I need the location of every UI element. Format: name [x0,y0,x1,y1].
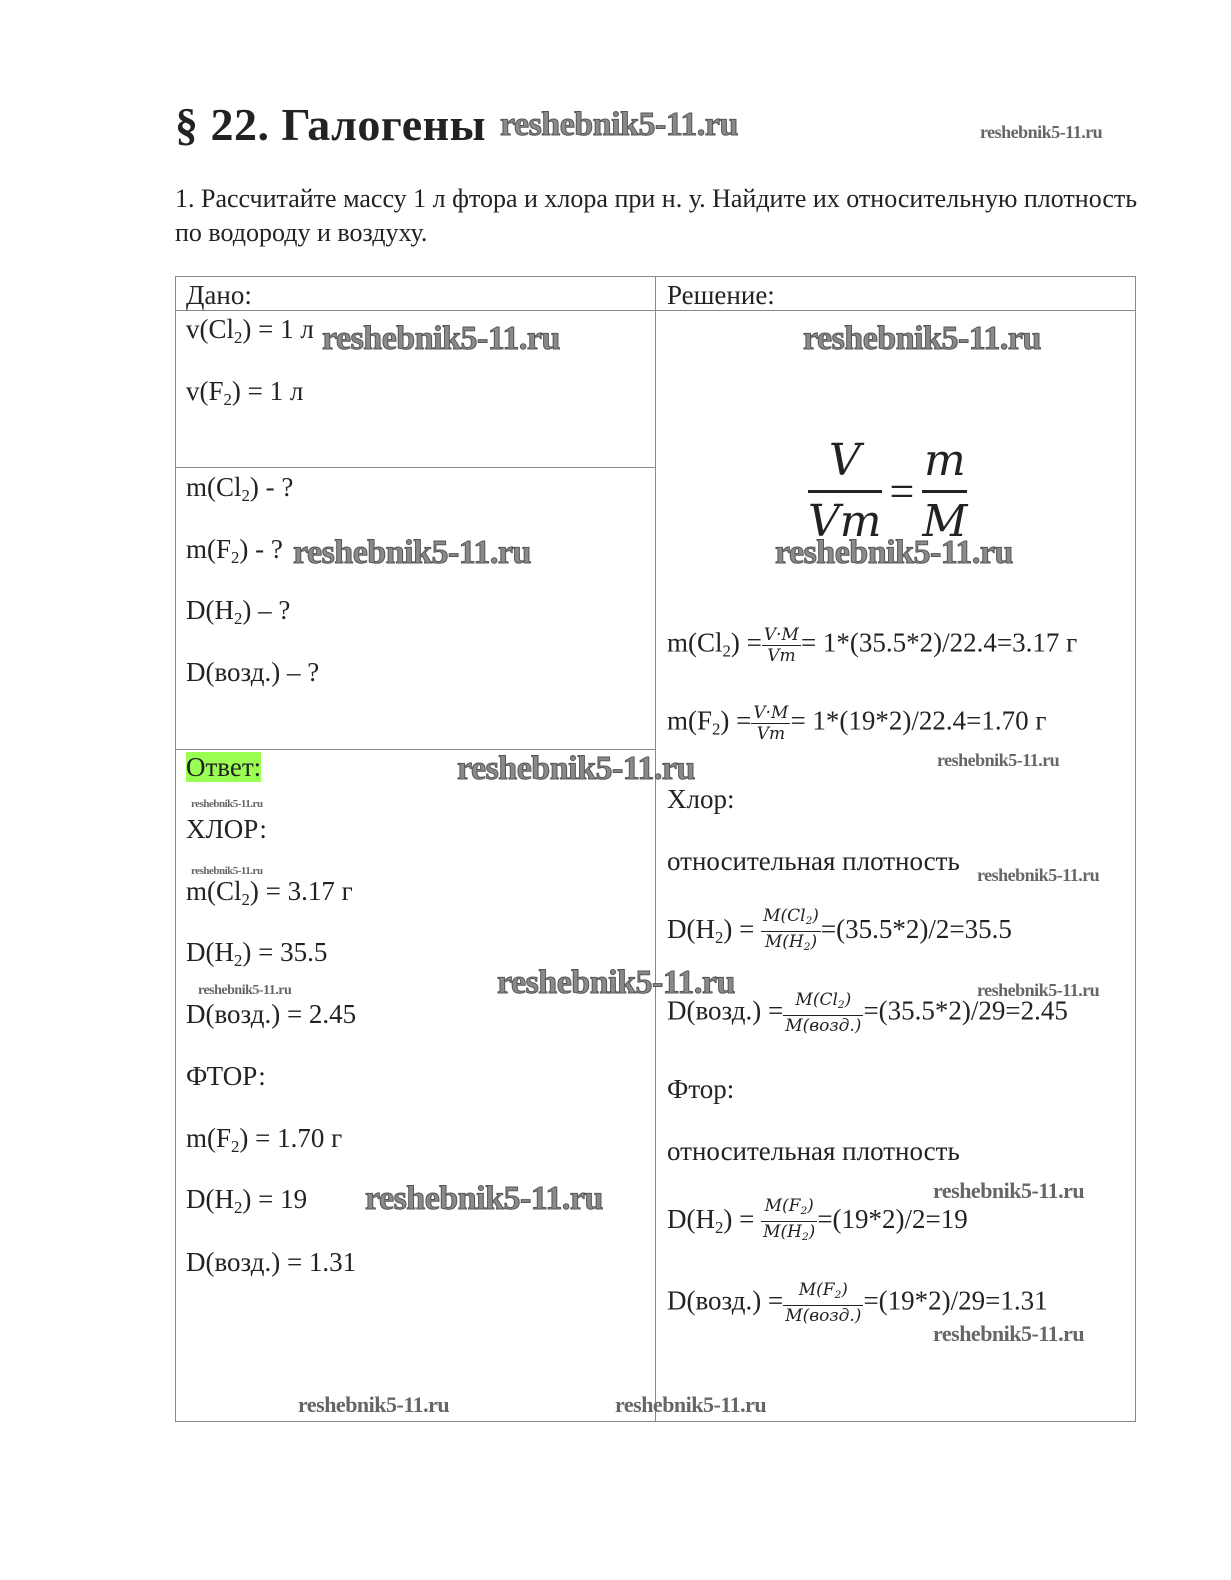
watermark: reshebnik5-11.ru [775,534,1013,571]
find-m-cl2: $m(Cl_2)$ - ? [186,472,294,506]
given-v-cl2: $v(Cl_2) = 1$ л [186,314,314,348]
watermark: reshebnik5-11.ru [457,750,695,787]
watermark: reshebnik5-11.ru [298,1392,450,1417]
calc-d-h2-cl: $D(H_2)$ = $\frac{M(Cl_2)}{M(H_2)}$ =(35.5*2)/2=35.5 [667,906,1012,954]
watermark: reshebnik5-11.ru [803,320,1041,357]
watermark: reshebnik5-11.ru [980,122,1103,142]
find-m-f2: $m(F_2)$ - ? [186,534,283,568]
watermark: reshebnik5-11.ru [198,983,292,998]
answer-chlorine: ХЛОР: [186,814,267,844]
watermark: reshebnik5-11.ru [191,798,263,810]
answer-m-f2: $m(F_2) = 1.70$ г [186,1123,343,1157]
watermark: reshebnik5-11.ru [937,750,1060,770]
watermark: reshebnik5-11.ru [293,534,531,571]
watermark: reshebnik5-11.ru [191,865,263,877]
answer-d-h2-f: $D(H_2) = 19$ [186,1184,308,1218]
answer-d-h2-cl: $D(H_2) = 35.5$ [186,937,328,971]
solution-fluorine: Фтор: [667,1074,735,1104]
given-v-f2: $v(F_2) = 1$ л [186,376,304,410]
answer-d-air-f: D(возд.) = 1.31 [186,1247,357,1277]
task-text: 1. Рассчитайте массу 1 л фтора и хлора при н. у. Найдите их относительную плотность по водороду и воздуху. [175,184,1138,247]
answer-m-cl2: $m(Cl_2) = 3.17$ г [186,876,353,910]
calc-d-air-cl: D(возд.) = $\frac{M(Cl_2)}{\text{M(возд.)}}$ =(35.5*2)/29=2.45 [667,990,1068,1037]
relative-density-label: относительная плотность [667,846,960,876]
watermark: reshebnik5-11.ru [615,1392,767,1417]
answer-fluorine: ФТОР: [186,1061,266,1091]
given-heading: Дано: [186,280,252,310]
calc-m-f2: $m(F_2)$ = $\frac{V\cdot M}{Vm}$ = 1*(19*2)/22.4=1.70 г [667,703,1047,744]
solution-heading: Решение: [667,280,775,310]
relative-density-label: относительная плотность [667,1136,960,1166]
solution-chlorine: Хлор: [667,784,735,814]
find-d-air: D(возд.) – ? [186,657,320,687]
page-title: § 22. Галогены [175,99,487,150]
watermark: reshebnik5-11.ru [977,865,1100,885]
watermark: reshebnik5-11.ru [977,980,1100,1000]
watermark: reshebnik5-11.ru [497,964,735,1001]
watermark: reshebnik5-11.ru [365,1180,603,1217]
watermark: reshebnik5-11.ru [933,1178,1085,1203]
main-formula: $\frac{V}{Vm}$ = $\frac{m}{M}$ [808,432,967,551]
answer-d-air-cl: D(возд.) = 2.45 [186,999,357,1029]
calc-d-h2-f: $D(H_2)$ = $\frac{M(F_2)}{M(H_2)}$ =(19*2)/2=19 [667,1196,968,1244]
calc-d-air-f: D(возд.) = $\frac{M(F_2)}{\text{M(возд.)}}$ =(19*2)/29=1.31 [667,1280,1048,1327]
answer-label: Ответ: [186,752,262,782]
watermark: reshebnik5-11.ru [500,106,738,143]
watermark: reshebnik5-11.ru [322,320,560,357]
calc-m-cl2: $m(Cl_2)$ = $\frac{V\cdot M}{Vm}$ = 1*(35.5*2)/22.4=3.17 г [667,625,1078,666]
find-d-h2: $D(H_2)$ – ? [186,595,291,629]
watermark: reshebnik5-11.ru [933,1321,1085,1346]
